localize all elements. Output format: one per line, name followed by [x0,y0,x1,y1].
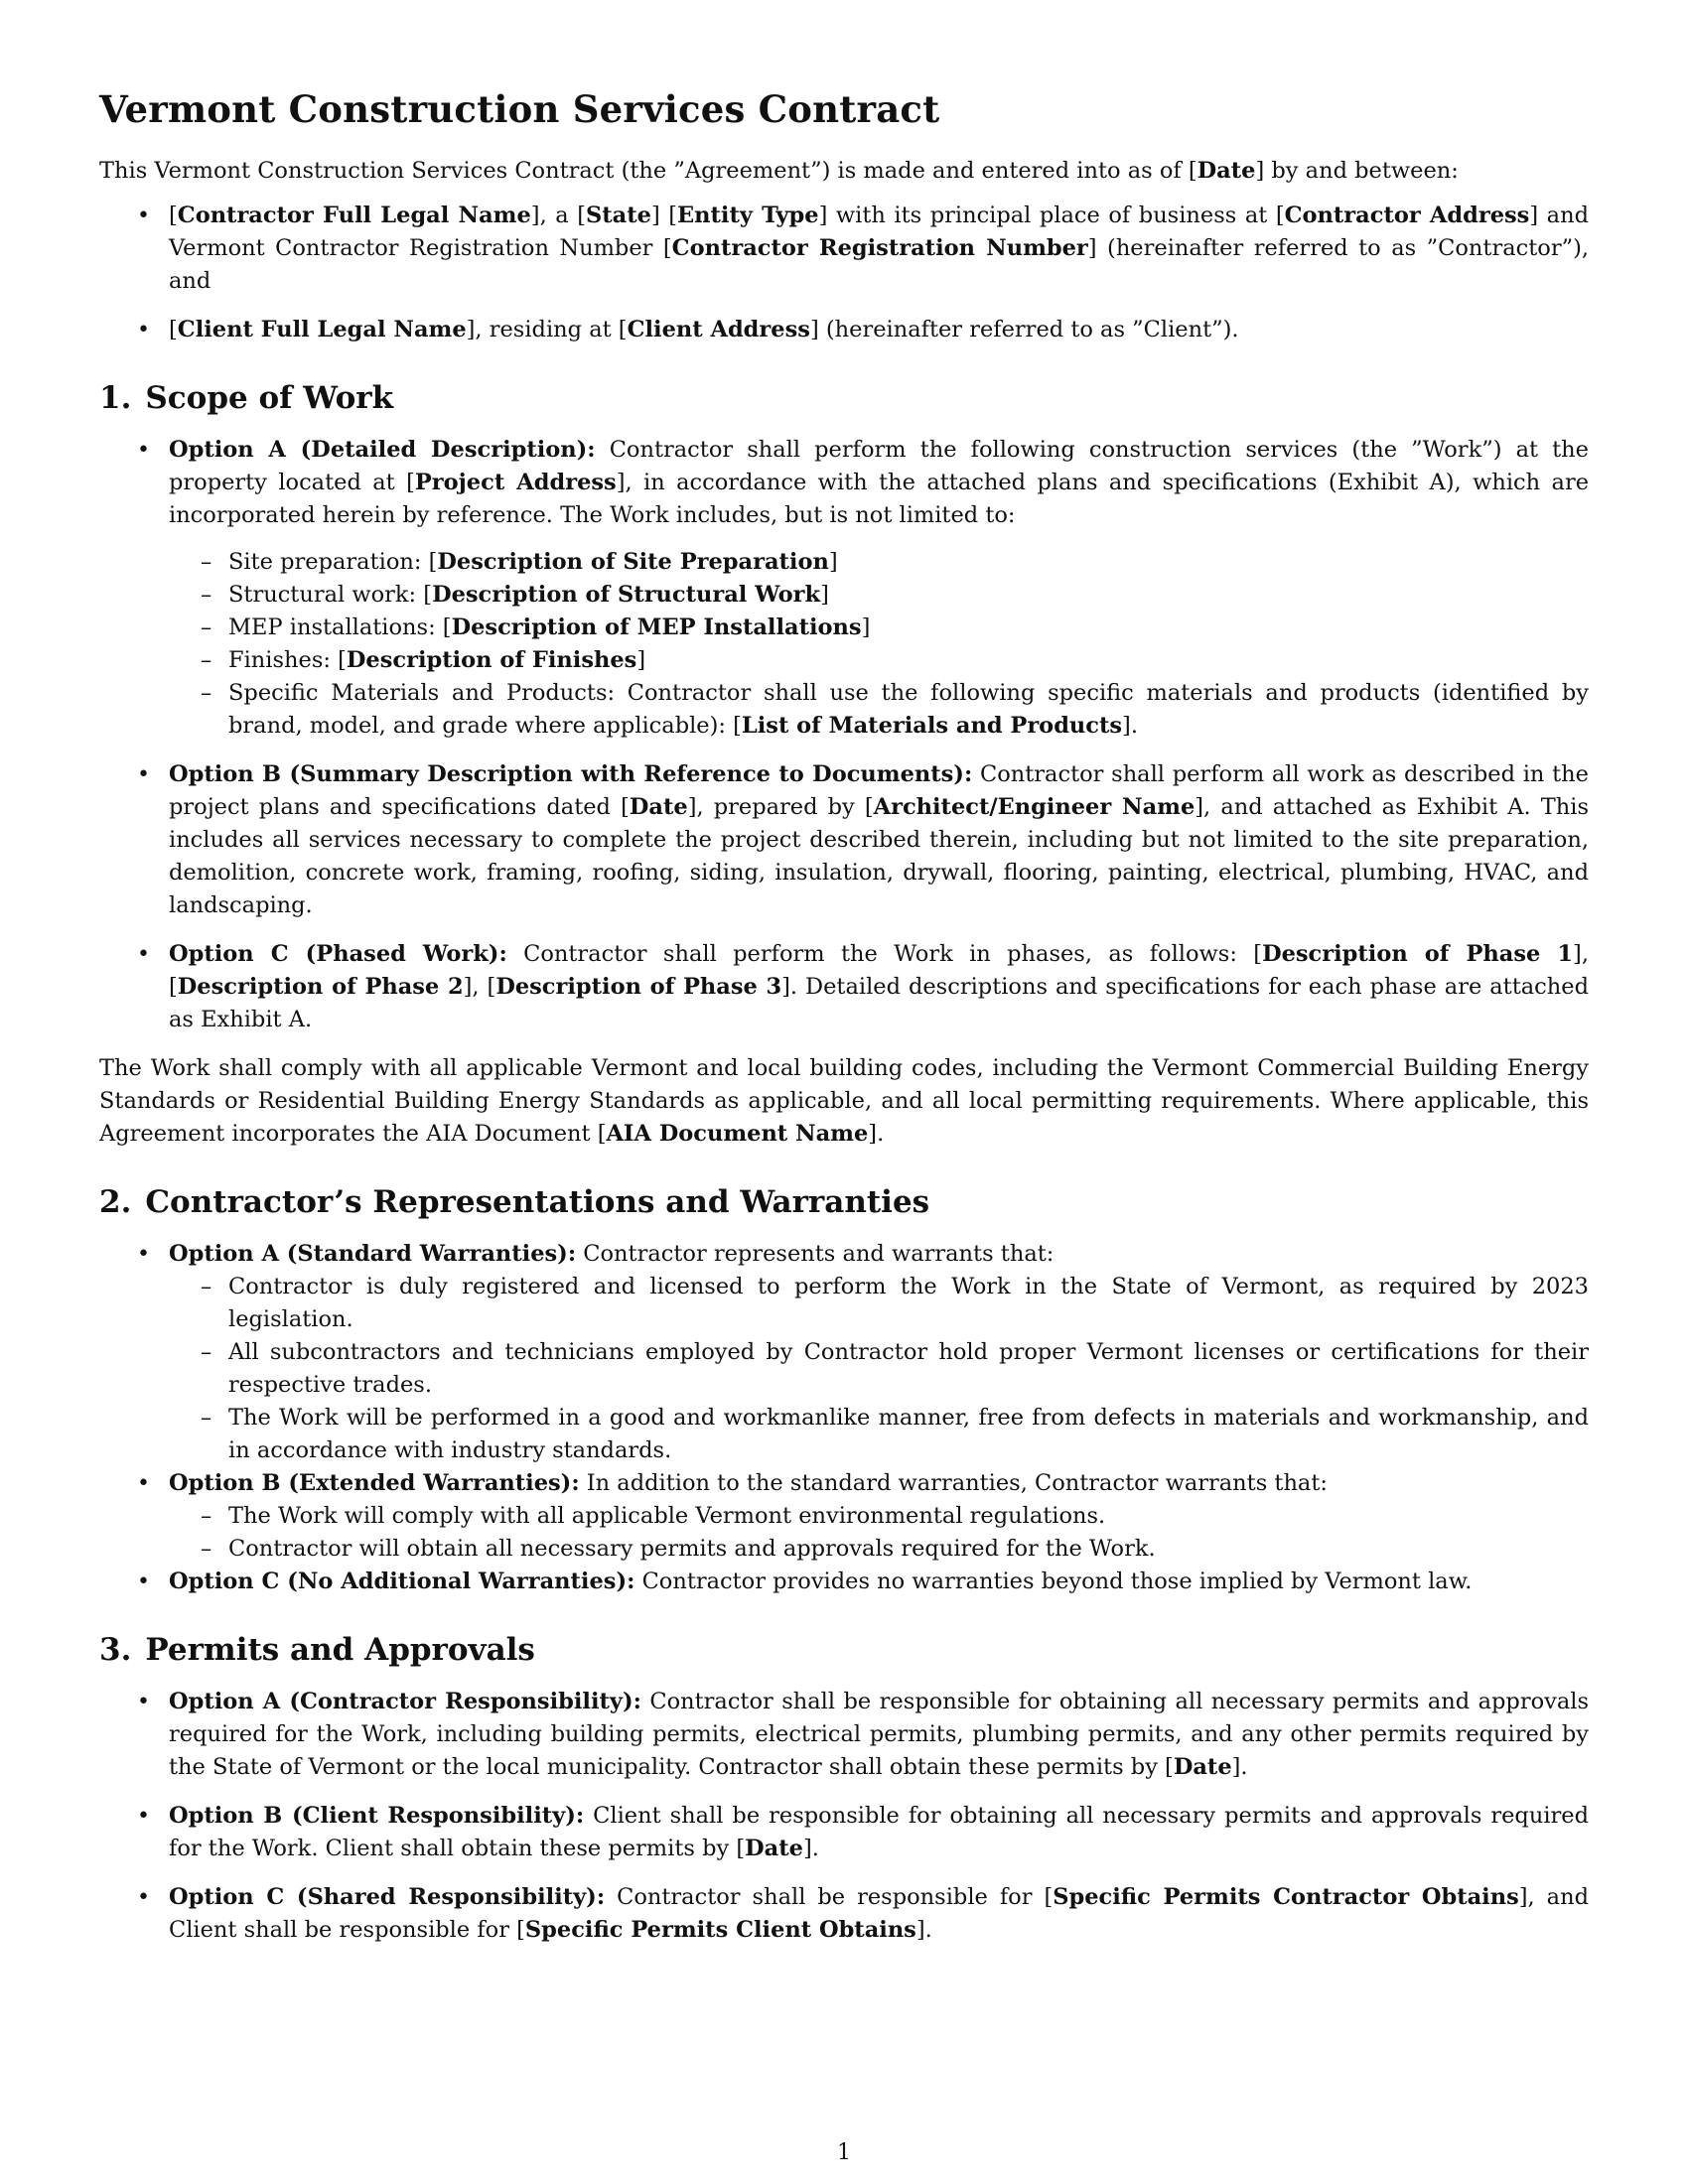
party-contractor: • [Contractor Full Legal Name], a [State] [Entity Type] with its principal place of business at [Contractor Address] and Vermont Contractor Registration Number [Contractor Registration Number] (hereinafter referred to as ”Contractor”), and [99,200,1589,298]
option-label: Option B (Summary Description with Reference to Documents): [169,761,973,787]
client-name-placeholder: Client Full Legal Name [177,317,467,342]
contractor-name-placeholder: Contractor Full Legal Name [177,203,531,228]
section-2-heading [99,1184,1589,1220]
list-item: – The Work will be performed in a good and workmanlike manner, free from defects in materials and workmanship, and in accordance with industry standards. [169,1402,1589,1467]
list-item: – MEP installations: [Description of MEP Installations] [169,612,1589,644]
section-1-closing-paragraph: The Work shall comply with all applicable Vermont and local building codes, including the Vermont Commercial Building Energy Standards or Residential Building Energy Standards as applicable, and all local permitting requirements. Where applicable, this Agreement incorporates the AIA Document [AIA Document Name]. [99,1055,1589,1147]
list-item: – Finishes: [Description of Finishes] [169,644,1589,677]
aia-document-placeholder: AIA Document Name [606,1121,869,1147]
party-client: • [Client Full Legal Name], residing at [Client Address] (hereinafter referred to as ”Client”). [99,314,1589,346]
list-item: – The Work will comply with all applicable Vermont environmental regulations. [169,1500,1589,1533]
section-1-heading [99,380,1589,416]
option-label: Option C (Phased Work): [169,941,507,967]
section-2-options [99,1238,1589,1598]
entity-type-placeholder: Entity Type [677,203,819,228]
section-1-option-c: • Option C (Phased Work): Contractor shall perform the Work in phases, as follows: [Description of Phase 1], [Description of Phase 2], [Description of Phase 3]. Detailed descriptions and specifications for each phase are attached as Exhibit A. [99,938,1589,1036]
section-1-option-a: • Option A (Detailed Description): Contractor shall perform the following construction services (the ”Work”) at the property located at [Project Address], in accordance with the attached plans and specifications (Exhibit A), which are incorporated herein by reference. The Work includes, but is not limited to: – Site preparation: [Description of Site Preparation] – Structural work: [Description of Structural Work] – MEP installations: [Description of MEP Installations] – Finishes: [Description of Finishes] – Specific Materials and Products: Contractor shall use the following specific materials and products (identified by brand, model, and grade where applicable): [List of Materials and Products]. [99,434,1589,743]
intro-paragraph [99,155,1589,188]
state-placeholder: State [586,203,651,228]
section-3-option-c: • Option C (Shared Responsibility): Contractor shall be responsible for [Specific Permits Contractor Obtains], and Client shall be responsible for [Specific Permits Client Obtains]. [99,1881,1589,1947]
document-page [99,87,1589,1963]
list-item: – Site preparation: [Description of Site Preparation] [169,546,1589,579]
section-1-option-b: • Option B (Summary Description with Reference to Documents): Contractor shall perform all work as described in the project plans and specifications dated [Date], prepared by [Architect/Engineer Name], and attached as Exhibit A. This includes all services necessary to complete the project described therein, including but not limited to the site preparation, demolition, concrete work, framing, roofing, siding, insulation, drywall, flooring, painting, electrical, plumbing, HVAC, and landscaping. [99,758,1589,922]
list-item: – Structural work: [Description of Structural Work] [169,579,1589,612]
list-item: – Specific Materials and Products: Contractor shall use the following specific materials and products (identified by brand, model, and grade where applicable): [List of Materials and Products]. [169,677,1589,743]
section-3-title: Permits and Approvals [145,1632,535,1668]
contractor-address-placeholder: Contractor Address [1284,203,1530,228]
list-item: – Contractor will obtain all necessary permits and approvals required for the Work. [169,1533,1589,1566]
section-2-title: Contractor’s Representations and Warranties [145,1184,930,1220]
parties-list [99,200,1589,346]
document-title: Vermont Construction Services Contract [99,87,940,131]
option-label: Option C (Shared Responsibility): [169,1884,606,1910]
option-label: Option A (Contractor Responsibility): [169,1689,641,1714]
list-item: – All subcontractors and technicians employed by Contractor hold proper Vermont licenses or certifications for their respective trades. [169,1336,1589,1402]
registration-number-placeholder: Contractor Registration Number [671,235,1088,261]
extended-warranty-list [169,1500,1589,1566]
client-address-placeholder: Client Address [627,317,810,342]
option-label: Option B (Client Responsibility): [169,1803,585,1829]
section-1-options [99,434,1589,1036]
section-3-option-a: • Option A (Contractor Responsibility): Contractor shall be responsible for obtaining all necessary permits and approvals required for the Work, including building permits, electrical permits, plumbing permits, and any other permits required by the State of Vermont or the local municipality. Contractor shall obtain these permits by [Date]. [99,1686,1589,1784]
intro-date-placeholder: Date [1196,158,1256,184]
section-2-option-b: • Option B (Extended Warranties): In addition to the standard warranties, Contractor warrants that: – The Work will comply with all applicable Vermont environmental regulations. – Contractor will obtain all necessary permits and approvals required for the Work. [99,1467,1589,1566]
list-item: – Contractor is duly registered and licensed to perform the Work in the State of Vermont, as required by 2023 legislation. [169,1271,1589,1336]
section-2-option-c: • Option C (No Additional Warranties): Contractor provides no warranties beyond those implied by Vermont law. [99,1566,1589,1598]
option-label: Option A (Standard Warranties): [169,1241,577,1267]
page-number: 1 [837,2140,851,2165]
section-3-heading [99,1632,1589,1668]
section-3-option-b: • Option B (Client Responsibility): Client shall be responsible for obtaining all necessary permits and approvals required for the Work. Client shall obtain these permits by [Date]. [99,1800,1589,1865]
work-items-list [169,546,1589,743]
option-label: Option C (No Additional Warranties): [169,1569,635,1594]
option-label: Option B (Extended Warranties): [169,1470,580,1496]
section-1-number: 1. [99,380,132,416]
section-2-option-a: • Option A (Standard Warranties): Contractor represents and warrants that: – Contractor is duly registered and licensed to perform the Work in the State of Vermont, as required by 2023 legislation. – All subcontractors and technicians employed by Contractor hold proper Vermont licenses or certifications for their respective trades. – The Work will be performed in a good and workmanlike manner, free from defects in materials and workmanship, and in accordance with industry standards. [99,1238,1589,1467]
option-label: Option A (Detailed Description): [169,437,596,463]
intro-text: This Vermont Construction Services Contract (the ”Agreement”) is made and entered into as of [ [99,158,1197,184]
section-1-title: Scope of Work [145,380,394,416]
project-address-placeholder: Project Address [414,470,617,495]
section-3-options [99,1686,1589,1947]
warranty-items-list [169,1271,1589,1467]
section-2-number: 2. [99,1184,132,1220]
intro-text-end: ] by and between: [1255,158,1459,184]
section-3-number: 3. [99,1632,132,1668]
